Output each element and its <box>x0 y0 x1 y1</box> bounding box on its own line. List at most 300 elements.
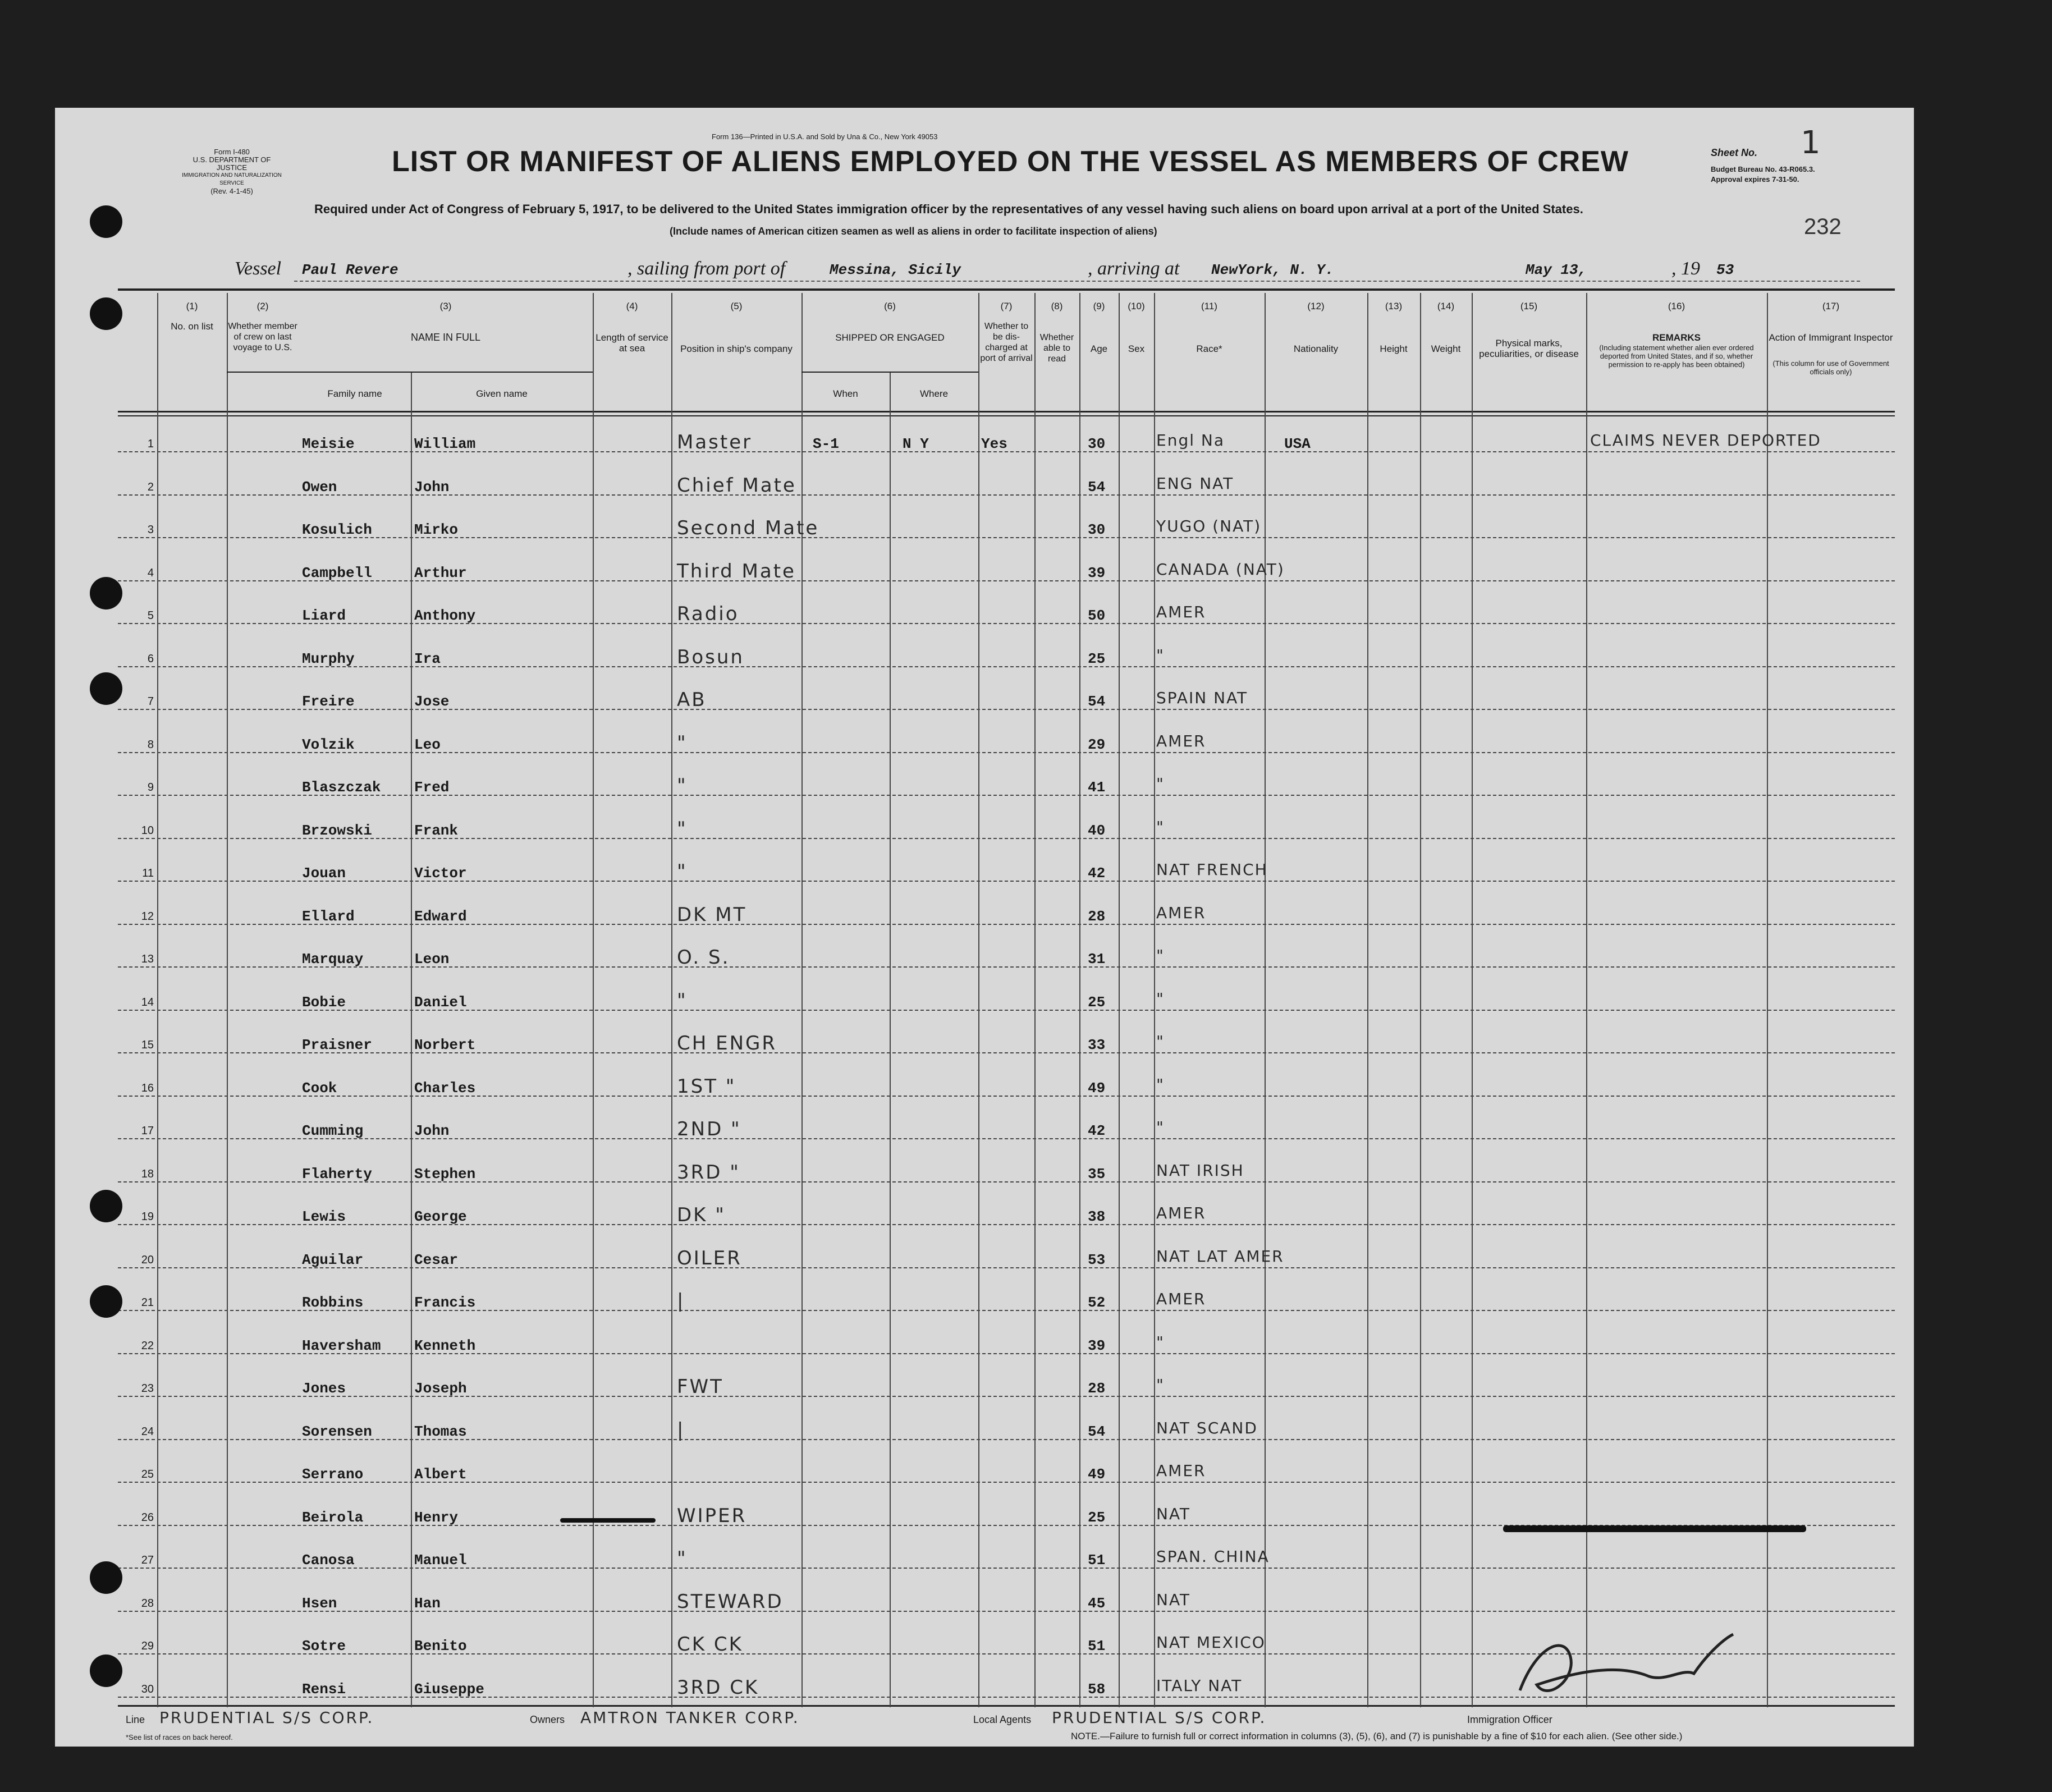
header-age: Age <box>1090 343 1108 354</box>
row-number: 27 <box>141 1554 154 1566</box>
age-cell: 50 <box>1088 607 1106 624</box>
family-name-cell: Freire <box>302 693 355 710</box>
age-cell: 25 <box>1088 1509 1106 1526</box>
column-number: (15) <box>1520 301 1538 311</box>
age-cell: 35 <box>1088 1165 1106 1183</box>
family-name-cell: Murphy <box>302 650 355 667</box>
arrival-port: NewYork, N. Y. <box>1211 262 1334 278</box>
header-nationality: Nationality <box>1293 343 1339 354</box>
page-title: LIST OR MANIFEST OF ALIENS EMPLOYED ON THE VESSEL AS MEMBERS OF CREW <box>392 145 1629 178</box>
col-divider <box>1586 293 1587 1707</box>
stamp-number: 232 <box>1804 214 1842 239</box>
row-number: 18 <box>141 1167 154 1180</box>
column-number: (9) <box>1093 301 1105 311</box>
given-name-cell: Benito <box>414 1638 467 1654</box>
given-name-cell: John <box>414 1122 450 1139</box>
race-cell: NAT SCAND <box>1156 1418 1258 1437</box>
column-number: (5) <box>730 301 743 311</box>
col-divider <box>1154 293 1155 1707</box>
given-name-cell: Thomas <box>414 1423 467 1440</box>
agents-label: Local Agents <box>973 1714 1032 1725</box>
family-name-cell: Serrano <box>302 1466 364 1483</box>
voyage-underline <box>294 281 1860 282</box>
line-value: PRUDENTIAL S/S CORP. <box>159 1708 374 1727</box>
given-name-cell: Ira <box>414 650 441 667</box>
family-name-cell: Brzowski <box>302 822 372 839</box>
remarks-cell: CLAIMS NEVER DEPORTED <box>1590 431 1821 450</box>
position-cell: DK " <box>677 1204 726 1226</box>
sailing-label: , sailing from port of <box>627 258 786 279</box>
given-name-cell: Norbert <box>414 1037 476 1053</box>
given-name-cell: Daniel <box>414 993 467 1011</box>
family-name-cell: Campbell <box>302 564 372 581</box>
row-number: 6 <box>147 652 154 665</box>
age-cell: 49 <box>1088 1466 1106 1483</box>
race-cell: ITALY NAT <box>1156 1676 1243 1695</box>
department: U.S. DEPARTMENT OF JUSTICE <box>193 155 271 172</box>
header-inspector-action: Action of Immigrant Inspector <box>1769 332 1893 343</box>
binder-hole <box>90 672 122 705</box>
row-rule <box>118 795 1895 796</box>
row-number: 25 <box>141 1468 154 1481</box>
column-number: (1) <box>186 301 198 311</box>
col-divider <box>890 372 891 1707</box>
column-number: (11) <box>1201 301 1217 311</box>
arrival-year: 53 <box>1716 262 1734 278</box>
position-cell: 2ND " <box>677 1118 741 1140</box>
sheet-label: Sheet No. <box>1711 147 1758 158</box>
race-cell: AMER <box>1156 903 1206 922</box>
row-rule <box>118 1267 1895 1268</box>
age-cell: 53 <box>1088 1251 1106 1268</box>
given-name-cell: Frank <box>414 822 459 839</box>
position-cell: OILER <box>677 1246 742 1269</box>
col-divider <box>1420 293 1421 1707</box>
given-name-cell: Leon <box>414 951 450 968</box>
col-divider <box>227 293 228 1707</box>
row-number: 7 <box>147 695 154 708</box>
header-discharged: Whether to be dis-charged at port of arrival <box>980 322 1033 363</box>
family-name-cell: Sotre <box>302 1638 346 1654</box>
position-cell: Third Mate <box>677 560 796 583</box>
manifest-sheet <box>55 108 1914 1747</box>
header-given-name: Given name <box>476 388 528 399</box>
owners-label: Owners <box>530 1714 565 1725</box>
row-rule <box>118 1010 1895 1011</box>
row-number: 5 <box>147 609 154 622</box>
col-divider <box>1119 293 1120 1707</box>
age-cell: 51 <box>1088 1552 1106 1569</box>
position-cell: 3RD CK <box>677 1676 759 1699</box>
shipped-subheader-rule <box>801 372 978 373</box>
header-bottom-rule <box>118 411 1895 413</box>
column-number: (4) <box>626 301 638 311</box>
discharged-cell: Yes <box>981 436 1007 452</box>
row-rule <box>118 1611 1895 1612</box>
race-cell: " <box>1156 1376 1165 1394</box>
position-cell: STEWARD <box>677 1590 784 1613</box>
col-divider <box>1034 293 1036 1707</box>
footer-line <box>126 1708 1894 1731</box>
header-sex: Sex <box>1128 343 1145 354</box>
given-name-cell: Giuseppe <box>414 1680 484 1698</box>
position-cell: " <box>677 817 688 840</box>
header-length-of-service: Length of service at sea <box>596 332 668 354</box>
race-cell: NAT <box>1156 1590 1191 1609</box>
given-name-cell: Henry <box>414 1509 459 1526</box>
race-cell: NAT FRENCH <box>1156 860 1268 879</box>
row-number: 1 <box>147 438 154 450</box>
family-name-cell: Ellard <box>302 908 355 925</box>
age-cell: 54 <box>1088 478 1106 496</box>
race-cell: SPAN. CHINA <box>1156 1547 1270 1566</box>
family-name-cell: Liard <box>302 607 346 624</box>
row-rule <box>118 494 1895 496</box>
row-rule <box>118 966 1895 968</box>
row-rule <box>118 838 1895 839</box>
arrival-date: May 13, <box>1526 262 1587 278</box>
race-cell: NAT <box>1156 1504 1191 1523</box>
row-number: 12 <box>141 910 154 923</box>
age-cell: 45 <box>1088 1594 1106 1612</box>
header-no-on-list: No. on list <box>171 321 213 332</box>
row-rule <box>118 1396 1895 1397</box>
row-rule <box>118 1353 1895 1354</box>
header-where: Where <box>919 388 949 399</box>
binder-hole <box>90 1561 122 1594</box>
row-number: 22 <box>141 1339 154 1352</box>
family-name-cell: Jones <box>302 1380 346 1397</box>
race-cell: ENG NAT <box>1156 474 1234 493</box>
row-rule <box>118 1181 1895 1183</box>
age-cell: 54 <box>1088 693 1106 710</box>
family-name-cell: Robbins <box>302 1294 364 1311</box>
row-rule <box>118 1482 1895 1483</box>
race-cell: SPAIN NAT <box>1156 689 1248 707</box>
year-label: , 19 <box>1671 258 1700 279</box>
row-rule <box>118 1439 1895 1440</box>
age-cell: 25 <box>1088 993 1106 1011</box>
row-number: 21 <box>141 1296 154 1309</box>
form-number: Form I-480 <box>214 148 250 156</box>
position-cell: WIPER <box>677 1504 747 1527</box>
race-cell: " <box>1156 817 1165 836</box>
row-number: 3 <box>147 524 154 536</box>
given-name-cell: Charles <box>414 1079 476 1097</box>
shipped-when-cell: S-1 <box>813 436 839 452</box>
header-physical-marks: Physical marks, peculiarities, or disease <box>1479 338 1579 359</box>
position-cell: CK CK <box>677 1633 743 1656</box>
binder-hole <box>90 1654 122 1687</box>
given-name-cell: Manuel <box>414 1552 467 1569</box>
header-name-in-full: NAME IN FULL <box>410 332 481 343</box>
row-number: 23 <box>141 1382 154 1395</box>
age-cell: 33 <box>1088 1037 1106 1053</box>
age-cell: 54 <box>1088 1423 1106 1440</box>
vessel-name: Paul Revere <box>302 262 399 278</box>
family-name-cell: Rensi <box>302 1680 346 1698</box>
given-name-cell: George <box>414 1208 467 1225</box>
family-name-cell: Beirola <box>302 1509 364 1526</box>
age-cell: 42 <box>1088 865 1106 882</box>
header-inspector-note: (This column for use of Government officials only) <box>1772 359 1889 376</box>
row-rule <box>118 1052 1895 1053</box>
shipped-where-cell: N Y <box>903 436 929 452</box>
family-name-cell: Kosulich <box>302 521 372 538</box>
family-name-cell: Praisner <box>302 1037 372 1053</box>
arriving-label: , arriving at <box>1088 258 1180 279</box>
row-number: 13 <box>141 953 154 965</box>
given-name-cell: Arthur <box>414 564 467 581</box>
redaction-mark <box>1503 1525 1806 1532</box>
row-number: 16 <box>141 1081 154 1094</box>
row-rule <box>118 1096 1895 1097</box>
race-cell: AMER <box>1156 603 1206 621</box>
race-cell: " <box>1156 989 1165 1008</box>
family-name-cell: Meisie <box>302 436 355 452</box>
header-family-name: Family name <box>327 388 382 399</box>
position-cell: 3RD " <box>677 1161 740 1184</box>
age-cell: 25 <box>1088 650 1106 667</box>
col-divider <box>411 372 412 1707</box>
race-cell: AMER <box>1156 1461 1206 1480</box>
row-number: 14 <box>141 996 154 1009</box>
age-cell: 42 <box>1088 1122 1106 1139</box>
given-name-cell: Francis <box>414 1294 476 1311</box>
race-cell: " <box>1156 645 1165 664</box>
position-cell: DK MT <box>677 903 747 926</box>
owners-value: AMTRON TANKER CORP. <box>580 1708 800 1727</box>
age-cell: 38 <box>1088 1208 1106 1225</box>
header-able-to-read: Whether able to read <box>1039 333 1074 364</box>
family-name-cell: Haversham <box>302 1337 381 1354</box>
race-cell: Engl Na <box>1156 431 1225 450</box>
row-number: 17 <box>141 1125 154 1137</box>
age-cell: 28 <box>1088 908 1106 925</box>
age-cell: 39 <box>1088 564 1106 581</box>
row-number: 10 <box>141 824 154 837</box>
row-number: 15 <box>141 1039 154 1051</box>
agents-value: PRUDENTIAL S/S CORP. <box>1052 1708 1267 1727</box>
col-divider <box>1265 293 1266 1707</box>
binder-hole <box>90 1190 122 1222</box>
position-cell: Second Mate <box>677 517 819 539</box>
redaction-mark <box>560 1518 656 1523</box>
column-number: (3) <box>439 301 452 311</box>
race-cell: NAT MEXICO <box>1156 1633 1266 1652</box>
family-name-cell: Aguilar <box>302 1251 364 1268</box>
revision: (Rev. 4-1-45) <box>210 187 253 195</box>
family-name-cell: Sorensen <box>302 1423 372 1440</box>
col-divider <box>801 293 803 1707</box>
family-name-cell: Blaszczak <box>302 779 381 796</box>
family-name-cell: Canosa <box>302 1552 355 1569</box>
position-cell: AB <box>677 689 707 711</box>
penalty-note: NOTE.—Failure to furnish full or correct information in columns (3), (5), (6), and (7) is punishable by a fine of $10 for each alien. (See other side.) <box>1071 1731 1683 1741</box>
position-cell: | <box>677 1418 685 1441</box>
column-number: (7) <box>1000 301 1013 311</box>
col-divider <box>593 293 594 1707</box>
column-number: (6) <box>884 301 896 311</box>
position-cell: | <box>677 1290 685 1312</box>
row-rule <box>118 709 1895 710</box>
position-cell: O. S. <box>677 946 730 969</box>
row-rule <box>118 881 1895 882</box>
given-name-cell: Fred <box>414 779 450 796</box>
given-name-cell: Han <box>414 1594 441 1612</box>
age-cell: 52 <box>1088 1294 1106 1311</box>
family-name-cell: Lewis <box>302 1208 346 1225</box>
subtitle: Required under Act of Congress of February 5, 1917, to be delivered to the United States immigration officer by the representatives of any vessel having such aliens on board upon arrival at a port of the United States. <box>314 202 1583 216</box>
row-number: 29 <box>141 1640 154 1652</box>
row-rule <box>118 752 1895 753</box>
signature-mark <box>1503 1623 1739 1707</box>
officer-label: Immigration Officer <box>1467 1714 1552 1725</box>
column-number: (10) <box>1128 301 1145 311</box>
family-name-cell: Cumming <box>302 1122 364 1139</box>
departure-port: Messina, Sicily <box>830 262 961 278</box>
budget-number: Budget Bureau No. 43-R065.3. <box>1711 165 1815 173</box>
races-note: *See list of races on back hereof. <box>126 1733 233 1741</box>
row-number: 26 <box>141 1511 154 1524</box>
race-cell: " <box>1156 1075 1165 1094</box>
race-cell: " <box>1156 946 1165 965</box>
header-position: Position in ship's company <box>680 343 793 354</box>
nationality-cell: USA <box>1284 436 1311 452</box>
line-label: Line <box>126 1714 145 1725</box>
position-cell: Chief Mate <box>677 474 796 497</box>
header-height: Height <box>1380 343 1408 354</box>
family-name-cell: Marquay <box>302 951 364 968</box>
position-cell: FWT <box>677 1376 723 1398</box>
row-number: 4 <box>147 566 154 579</box>
age-cell: 51 <box>1088 1638 1106 1654</box>
race-cell: AMER <box>1156 1290 1206 1308</box>
header-bottom-rule-2 <box>118 415 1895 416</box>
family-name-cell: Owen <box>302 478 337 496</box>
row-rule <box>118 580 1895 581</box>
given-name-cell: Anthony <box>414 607 476 624</box>
sheet-number: 1 <box>1801 125 1822 161</box>
row-rule <box>118 623 1895 624</box>
given-name-cell: Jose <box>414 693 450 710</box>
age-cell: 39 <box>1088 1337 1106 1354</box>
age-cell: 29 <box>1088 736 1106 753</box>
binder-hole <box>90 297 122 330</box>
subtitle-note: (Include names of American citizen seamen as well as aliens in order to facilitate inspection of aliens) <box>670 226 1157 237</box>
row-number: 2 <box>147 480 154 493</box>
position-cell: " <box>677 731 688 754</box>
age-cell: 41 <box>1088 779 1106 796</box>
age-cell: 58 <box>1088 1680 1106 1698</box>
given-name-cell: Leo <box>414 736 441 753</box>
col-divider <box>1367 293 1368 1707</box>
family-name-cell: Bobie <box>302 993 346 1011</box>
voyage-line <box>235 258 1862 283</box>
race-cell: YUGO (NAT) <box>1156 517 1262 535</box>
age-cell: 40 <box>1088 822 1106 839</box>
race-cell: AMER <box>1156 731 1206 750</box>
position-cell: Radio <box>677 603 739 625</box>
row-number: 28 <box>141 1597 154 1610</box>
family-name-cell: Cook <box>302 1079 337 1097</box>
row-rule <box>118 1310 1895 1311</box>
given-name-cell: Stephen <box>414 1165 476 1183</box>
header-shipped-engaged: SHIPPED OR ENGAGED <box>835 332 945 343</box>
column-number: (2) <box>256 301 269 311</box>
given-name-cell: John <box>414 478 450 496</box>
age-cell: 28 <box>1088 1380 1106 1397</box>
row-number: 8 <box>147 738 154 751</box>
given-name-cell: Victor <box>414 865 467 882</box>
family-name-cell: Volzik <box>302 736 355 753</box>
race-cell: " <box>1156 1032 1165 1051</box>
given-name-cell: Kenneth <box>414 1337 476 1354</box>
column-number: (14) <box>1437 301 1455 311</box>
header-remarks-note: (Including statement whether alien ever ordered deported from United States, and if so, whether permission to re-apply has been obtained) <box>1599 343 1754 369</box>
given-name-cell: Edward <box>414 908 467 925</box>
row-number: 11 <box>142 867 154 879</box>
header-weight: Weight <box>1431 343 1461 354</box>
approval-expiry: Approval expires 7-31-50. <box>1711 175 1799 184</box>
row-number: 24 <box>141 1425 154 1438</box>
binder-hole <box>90 577 122 609</box>
binder-hole <box>90 205 122 238</box>
age-cell: 31 <box>1088 951 1106 968</box>
column-number: (8) <box>1051 301 1063 311</box>
race-cell: AMER <box>1156 1204 1206 1222</box>
form-id-block <box>178 148 285 195</box>
given-name-cell: William <box>414 436 476 452</box>
given-name-cell: Albert <box>414 1466 467 1483</box>
row-number: 30 <box>141 1683 154 1695</box>
row-number: 9 <box>147 781 154 794</box>
service: IMMIGRATION AND NATURALIZATION SERVICE <box>182 172 282 186</box>
race-cell: " <box>1156 1332 1165 1351</box>
row-number: 19 <box>141 1211 154 1223</box>
row-rule <box>118 1568 1895 1569</box>
family-name-cell: Flaherty <box>302 1165 372 1183</box>
col-divider <box>157 293 158 1707</box>
position-cell: " <box>677 989 688 1012</box>
given-name-cell: Cesar <box>414 1251 459 1268</box>
given-name-cell: Mirko <box>414 521 459 538</box>
printer-line: Form 136—Printed in U.S.A. and Sold by Una & Co., New York 49053 <box>712 132 938 141</box>
table-top-rule <box>118 288 1895 291</box>
header-when: When <box>833 388 858 399</box>
col-divider <box>978 293 979 1707</box>
col-divider <box>1472 293 1473 1707</box>
age-cell: 30 <box>1088 521 1106 538</box>
race-cell: NAT LAT AMER <box>1156 1246 1284 1266</box>
row-rule <box>118 1224 1895 1225</box>
binder-hole <box>90 1285 122 1318</box>
race-cell: " <box>1156 1118 1165 1136</box>
row-rule <box>118 924 1895 925</box>
column-number: (16) <box>1668 301 1685 311</box>
column-number: (13) <box>1385 301 1403 311</box>
position-cell: " <box>677 774 688 797</box>
family-name-cell: Hsen <box>302 1594 337 1612</box>
position-cell: Bosun <box>677 645 744 668</box>
position-cell: 1ST " <box>677 1075 736 1098</box>
header-race: Race* <box>1196 343 1222 354</box>
name-subheader-rule <box>227 372 593 373</box>
vessel-label: Vessel <box>235 258 282 279</box>
col-divider <box>1767 293 1768 1707</box>
header-last-voyage: Whether member of crew on last voyage to U.S. <box>228 322 297 352</box>
position-cell: " <box>677 860 688 883</box>
